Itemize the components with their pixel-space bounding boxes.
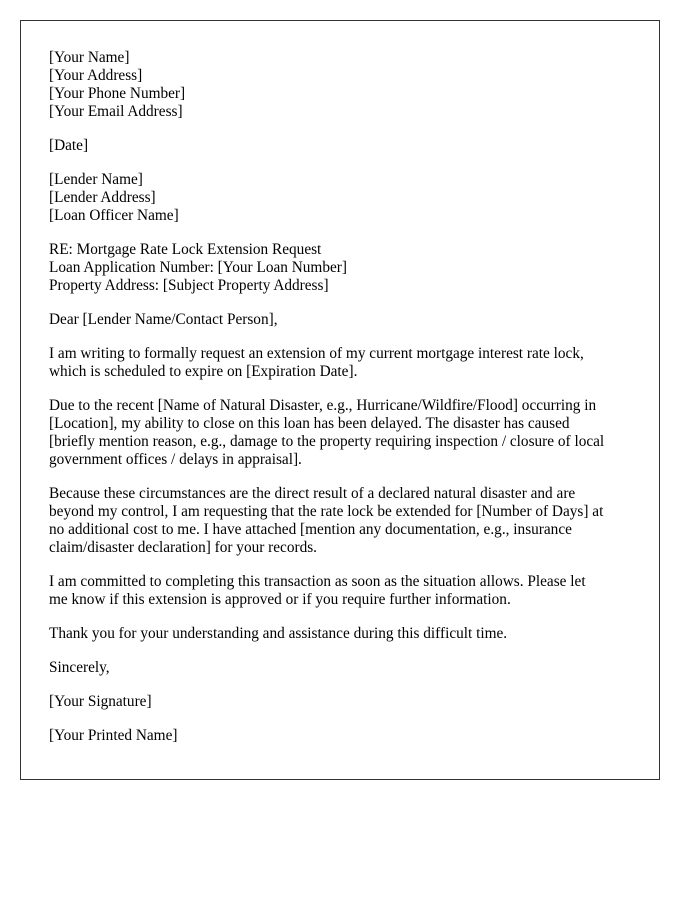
loan-officer-name: [Loan Officer Name]: [49, 207, 179, 224]
body-paragraph-1: [49, 345, 631, 381]
paragraph-line: claim/disaster declaration] for your records.: [49, 539, 318, 556]
property-address-line: Property Address: [Subject Property Address]: [49, 277, 329, 294]
letter-date: [Date]: [49, 137, 89, 154]
loan-number-line: Loan Application Number: [Your Loan Number]: [49, 259, 347, 276]
paragraph-line: me know if this extension is approved or if you require further information.: [49, 591, 511, 608]
closing: [49, 659, 631, 677]
signature-text: [Your Signature]: [49, 693, 152, 710]
paragraph-line: no additional cost to me. I have attached [mention any documentation, e.g., insurance: [49, 521, 572, 538]
lender-name: [Lender Name]: [49, 171, 143, 188]
paragraph-line: Due to the recent [Name of Natural Disaster, e.g., Hurricane/Wildfire/Flood] occurring in: [49, 397, 597, 414]
salutation-text: Dear [Lender Name/Contact Person],: [49, 311, 278, 328]
sender-name: [Your Name]: [49, 49, 130, 66]
paragraph-line: government offices / delays in appraisal].: [49, 451, 302, 468]
body-paragraph-3: [49, 485, 631, 557]
paragraph-line: [Location], my ability to close on this loan has been delayed. The disaster has caused: [49, 415, 570, 432]
paragraph-line: [briefly mention reason, e.g., damage to the property requiring inspection / closure of local: [49, 433, 605, 450]
paragraph-line: beyond my control, I am requesting that the rate lock be extended for [Number of Days] at: [49, 503, 604, 520]
paragraph-line: which is scheduled to expire on [Expiration Date].: [49, 363, 358, 380]
paragraph-line: Because these circumstances are the direct result of a declared natural disaster and are: [49, 485, 576, 502]
body-paragraph-2: [49, 397, 631, 469]
paragraph-line: I am committed to completing this transaction as soon as the situation allows. Please let: [49, 573, 586, 590]
date-block: [49, 137, 631, 155]
lender-address: [Lender Address]: [49, 189, 156, 206]
sender-email: [Your Email Address]: [49, 103, 183, 120]
signature-placeholder: [49, 693, 631, 711]
printed-name-placeholder: [49, 727, 631, 745]
paragraph-line: Thank you for your understanding and assistance during this difficult time.: [49, 625, 508, 642]
body-paragraph-5: [49, 625, 631, 643]
closing-text: Sincerely,: [49, 659, 110, 676]
sender-block: [49, 49, 631, 121]
recipient-block: [49, 171, 631, 225]
paragraph-line: I am writing to formally request an extension of my current mortgage interest rate lock,: [49, 345, 584, 362]
printed-name-text: [Your Printed Name]: [49, 727, 178, 744]
letter-page: [20, 20, 660, 780]
sender-address: [Your Address]: [49, 67, 143, 84]
sender-phone: [Your Phone Number]: [49, 85, 186, 102]
body-paragraph-4: [49, 573, 631, 609]
salutation: [49, 311, 631, 329]
reference-block: [49, 241, 631, 295]
subject-line: RE: Mortgage Rate Lock Extension Request: [49, 241, 322, 258]
